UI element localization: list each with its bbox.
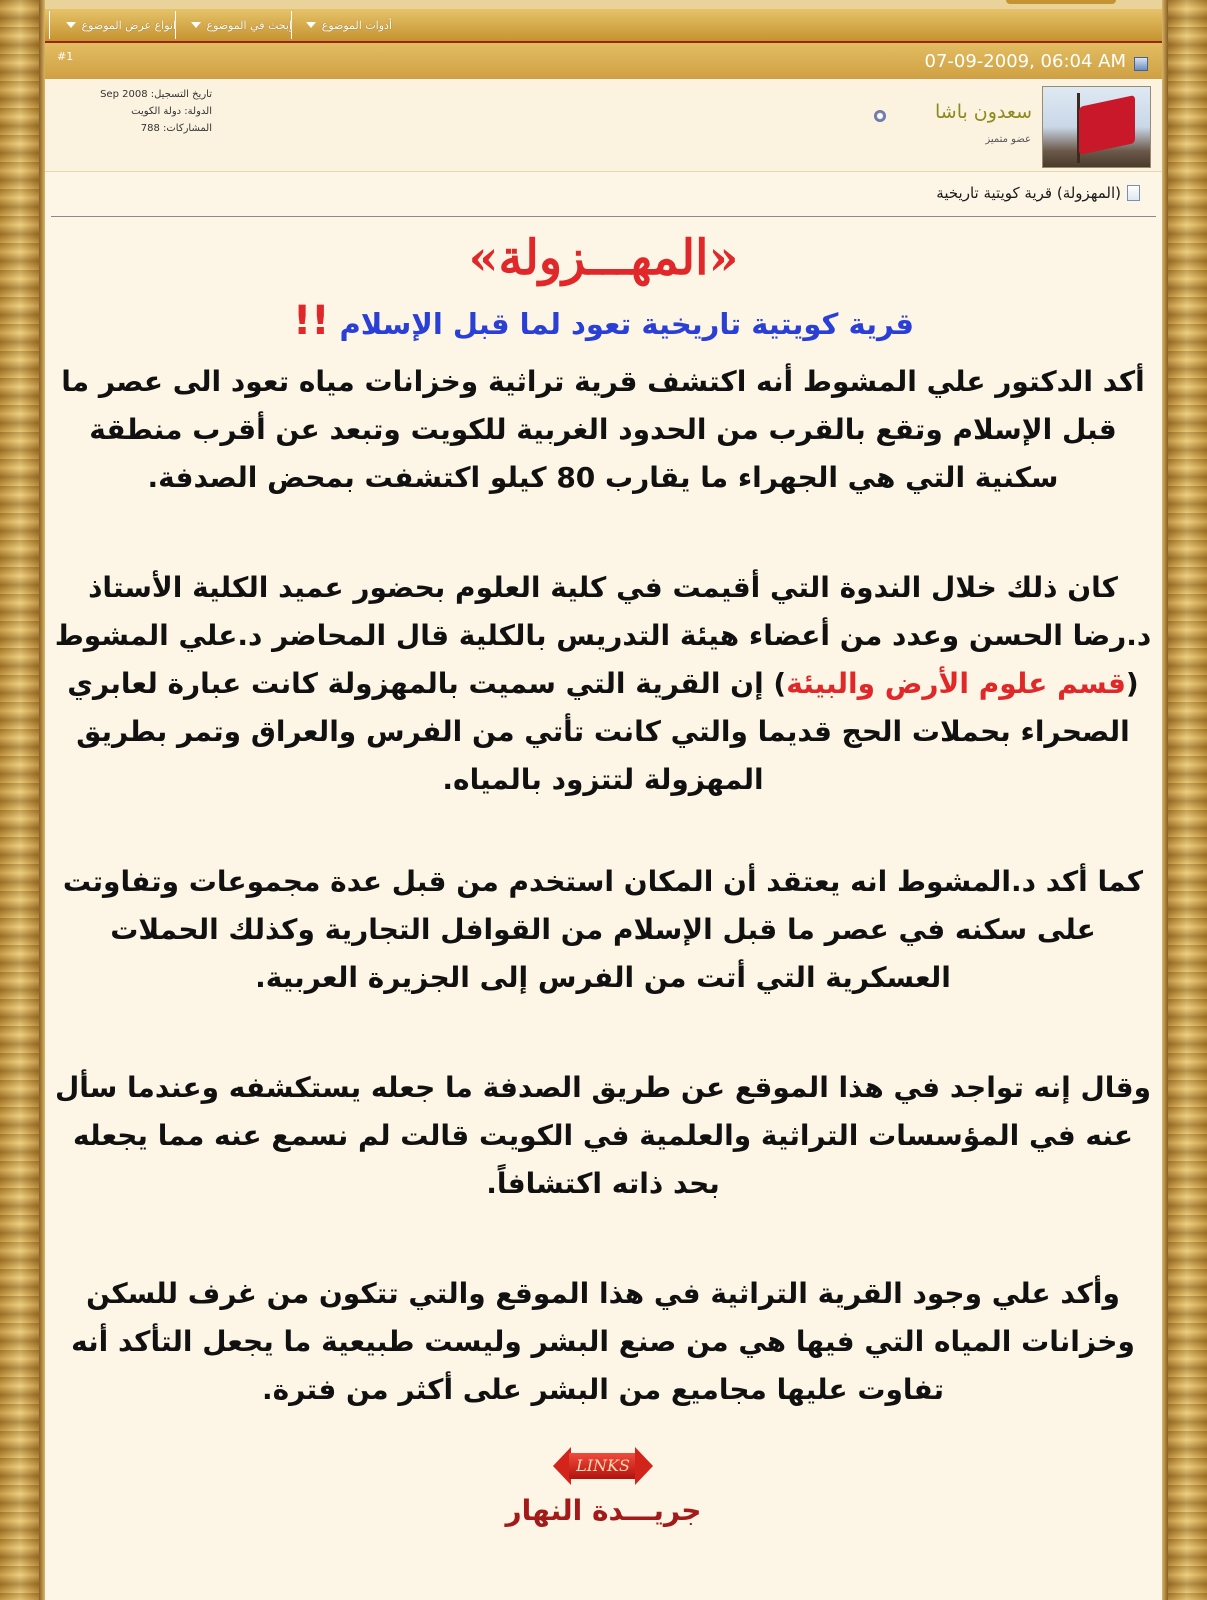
right-border-edge: [1162, 0, 1168, 1600]
thread-tools-label: أدوات الموضوع: [321, 18, 392, 32]
search-thread-label: إبحث في الموضوع: [206, 18, 292, 32]
user-stats: [52, 86, 212, 137]
article-paragraph: [53, 564, 1153, 804]
paragraph-text: ) إن القرية التي سميت بالمهزولة كانت عبارة لعابري الصحراء بحملات الحج قديما والتي كانت تأتي من الفرس والعراق وتمر بطريق المهزولة لتتزود بالمياه.: [67, 667, 1130, 796]
thread-toolbar: [45, 9, 1162, 43]
post-date: 07-09-2009, 06:04 AM: [924, 51, 1126, 72]
department-name: قسم علوم الأرض والبيئة: [786, 667, 1126, 700]
username-link[interactable]: سعدون باشا: [934, 101, 1032, 123]
top-strip: [45, 0, 1162, 9]
right-border-decoration: [1162, 0, 1207, 1600]
post-title-row: [936, 184, 1140, 202]
top-tab: [1006, 0, 1116, 4]
article-subheading: [45, 298, 1162, 344]
flag-image: [1079, 95, 1135, 155]
article-paragraph: وقال إنه تواجد في هذا الموقع عن طريق الصدفة ما جعله يستكشفه وعندما سأل عنه في المؤسسات التراثية والعلمية في الكويت قالت لم نسمع عنه مما يجعله بحد ذاته اكتشافاً.: [54, 1071, 1152, 1200]
avatar[interactable]: [1042, 86, 1151, 168]
paragraph-text: كان ذلك خلال الندوة التي أقيمت في كلية العلوم بحضور عميد الكلية الأستاذ د.رضا الحسن وعدد من أعضاء هيئة التدريس بالكلية قال المحاضر د.علي المشوط (: [54, 571, 1152, 700]
divider: [51, 216, 1156, 217]
search-thread-button[interactable]: [175, 11, 292, 39]
post-count: المشاركات: 788: [140, 123, 212, 134]
document-icon: [1127, 185, 1140, 201]
chevron-down-icon: [191, 22, 201, 28]
post-number-link[interactable]: #1: [57, 50, 74, 63]
display-modes-label: انواع عرض الموضوع: [81, 18, 176, 32]
user-info-panel: [45, 79, 1162, 172]
post-title: (المهزولة) قرية كويتية تاريخية: [936, 184, 1121, 202]
post-icon: [1134, 57, 1148, 71]
user-rank: عضو متميز: [985, 134, 1031, 145]
article-paragraph: كما أكد د.المشوط انه يعتقد أن المكان استخدم من قبل عدة مجموعات وتفاوتت على سكنه في عصر ما قبل الإسلام من القوافل التجارية وكذلك الحملات العسكرية التي أتت من الفرس إلى الجزيرة العربية.: [62, 865, 1144, 994]
exclamation-mark: !!: [292, 298, 330, 344]
article-paragraph: وأكد علي وجود القرية التراثية في هذا الموقع والتي تتكون من غرف للسكن وخزانات المياه التي فيها هي من صنع البشر وليست طبيعية ما يجعل التأكد أنه تفاوت عليها مجاميع من البشر على أكثر من فترة.: [71, 1277, 1135, 1406]
join-date: تاريخ التسجيل: Sep 2008: [100, 89, 212, 100]
chevron-down-icon: [306, 22, 316, 28]
arrow-right-icon: [635, 1447, 653, 1485]
display-modes-button[interactable]: [49, 11, 176, 39]
links-button[interactable]: [553, 1447, 653, 1485]
post-header: [45, 43, 1162, 79]
article-heading: «المهـــزولة»: [468, 230, 739, 286]
post-body: [45, 172, 1162, 1600]
user-country: الدولة: دولة الكويت: [131, 106, 212, 117]
chevron-down-icon: [66, 22, 76, 28]
thread-tools-button[interactable]: [291, 11, 392, 39]
links-label: LINKS: [576, 1456, 630, 1475]
online-status-icon: [874, 110, 886, 122]
source-name: جريـــدة النهار: [505, 1494, 702, 1527]
subheading-text: قرية كويتية تاريخية تعود لما قبل الإسلام: [339, 307, 915, 341]
article-paragraph: أكد الدكتور علي المشوط أنه اكتشف قرية تراثية وخزانات مياه تعود الى عصر ما قبل الإسلام وتقع بالقرب من الحدود الغربية للكويت وتبعد عن أقرب منطقة سكنية التي هي الجهراء ما يقارب 80 كيلو اكتشفت بمحض الصدفة.: [61, 365, 1145, 494]
